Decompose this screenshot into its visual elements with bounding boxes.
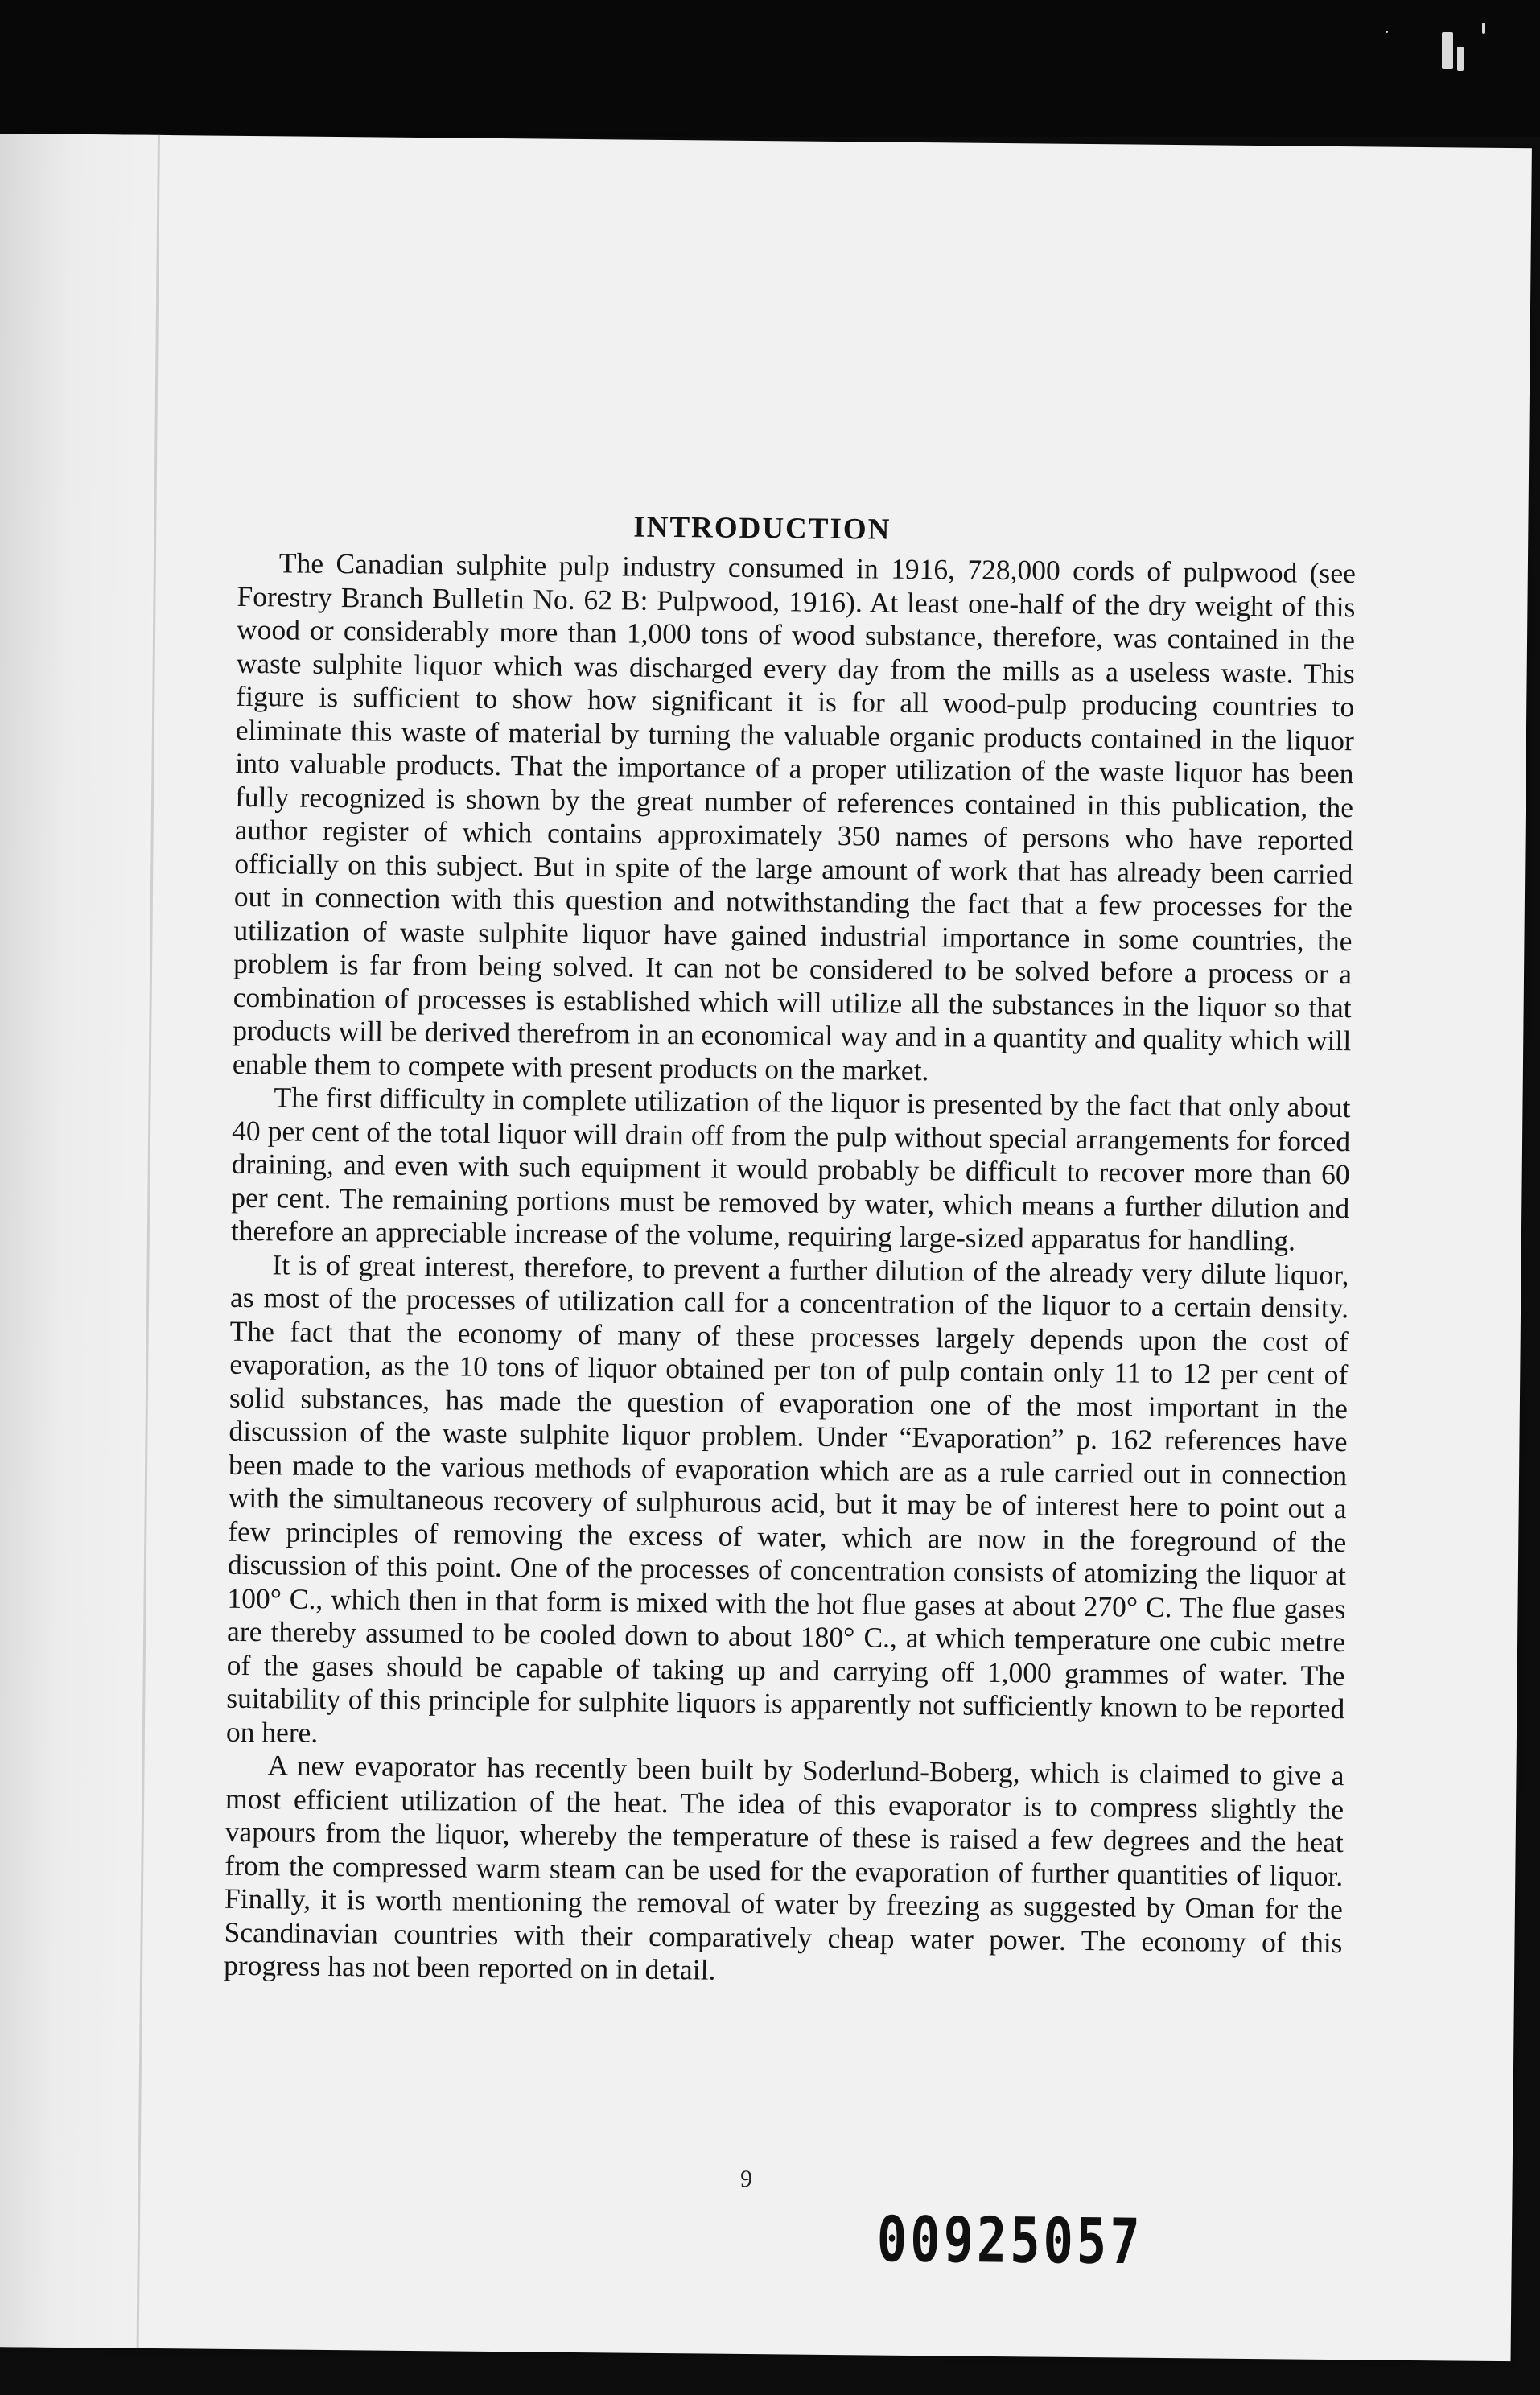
paragraph-4: A new evaporator has recently been built by Soderlund-Boberg, which is claimed to give a most efficient utilization of the heat. The idea of this evaporator is to compress slightly the vapours from the liquor, whereby the temperature of these is raised a few degrees and the heat from the compressed warm steam can be used for the evaporation of further quantities of liquor. Finally, it is worth mentioning the removal of water by freezing as suggested by Oman for the Scandinavian countries with their comparatively cheap water power. The economy of this progress has not been reported on in detail. — [223, 1749, 1344, 1986]
archive-stamp-number: 00925057 — [876, 2202, 1143, 2279]
paragraph-1: The Canadian sulphite pulp industry consumed in 1916, 728,000 cords of pulpwood (see Forestry Branch Bulletin No. 62 B: Pulpwood, 1916). At least one-half of the dry weight of this wood or considerably more than 1,000 tons of wood substance, therefore, was contained in the waste sulphite liquor which was discharged every day from the mills as a useless waste. This figure is sufficient to show how significant it is for all wood-pulp producing countries to eliminate this waste of material by turning the valuable organic products contained in the liquor into valuable products. That the importance of a proper utilization of the waste liquor has been fully recognized is shown by the great number of references contained in this publication, the author register of which contains approximately 350 names of persons who have reported officially on this subject. But in spite of the large amount of work that has already been carried out in connection with this question and notwithstanding the fact that a few processes for the utilization of waste sulphite liquor have gained industrial importance in some countries, the problem is far from being solved. It can not be considered to be solved before a process or a combination of processes is established which will utilize all the substances in the liquor so that products will be derived therefrom in an economical way and in a quantity and quality which will enable them to compete with present products on the market. — [232, 546, 1357, 1086]
paragraph-2: The first difficulty in complete utilization of the liquor is presented by the fact that only about 40 per cent of the total liquor will drain off from the pulp without special arrangements for forced draining, and even with such equipment it would probably be difficult to recover more than 60 per cent. The remaining portions must be removed by water, which means a further dilution and therefore an appreciable increase of the volume, requiring large-sized apparatus for handling. — [230, 1081, 1351, 1257]
page-title: INTRODUCTION — [633, 510, 891, 546]
scan-speck — [1442, 32, 1453, 69]
scan-speck — [1457, 47, 1464, 71]
paragraph-3: It is of great interest, therefore, to prevent a further dilution of the already very dilute liquor, as most of the processes of utilization call for a concentration of the liquor to a certain density. The fact that the economy of many of these processes largely depends upon the cost of evaporation, as the 10 tons of liquor obtained per ton of pulp contain only 11 to 12 per cent of solid substances, has made the question of evaporation one of the most important in the discussion of the waste sulphite liquor problem. Under “Evaporation” p. 162 references have been made to the various methods of evaporation which are as a rule carried out in connection with the simultaneous recovery of sulphurous acid, but it may be of interest here to point out a few principles of removing the excess of water, which are now in the foreground of the discussion of this point. One of the processes of concentration consists of atomizing the liquor at 100° C., which then in that form is mixed with the hot flue gases at about 270° C. The flue gases are thereby assumed to be cooled down to about 180° C., at which temperature one cubic metre of the gases should be capable of taking up and carrying off 1,000 grammes of water. The suitability of this principle for sulphite liquors is apparently not sufficiently known to be reported on here. — [225, 1247, 1349, 1749]
scan-speck — [1482, 23, 1485, 34]
page-number: 9 — [739, 2165, 753, 2193]
body-text — [224, 546, 1356, 1993]
scan-dark-border — [0, 0, 1540, 137]
document-page — [0, 134, 1532, 2361]
scan-speck — [1386, 31, 1388, 33]
page-gutter — [0, 134, 171, 2348]
